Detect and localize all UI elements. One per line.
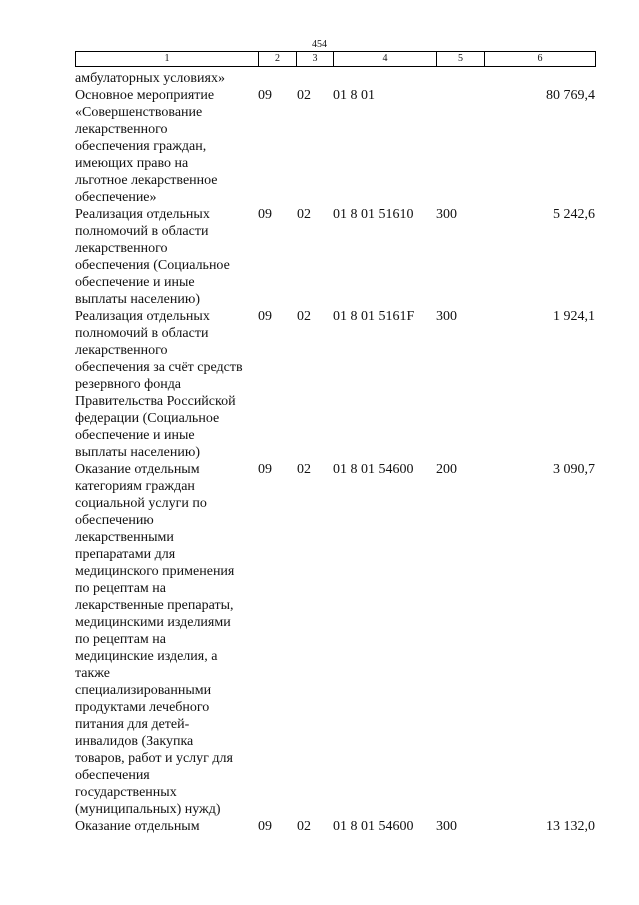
budget-table-body xyxy=(75,70,595,835)
row-amount: 5 242,6 xyxy=(553,207,595,222)
header-col-2: 2 xyxy=(259,52,297,67)
row-amount: 1 924,1 xyxy=(553,309,595,324)
row-expense-type: 200 xyxy=(436,462,457,477)
row-section: 09 xyxy=(258,88,272,103)
row-target-article: 01 8 01 xyxy=(333,88,375,103)
row-subsection: 02 xyxy=(297,462,311,477)
row-name: амбулаторных условиях» xyxy=(75,71,225,86)
row-target-article: 01 8 01 54600 xyxy=(333,819,414,834)
row-amount: 3 090,7 xyxy=(553,462,595,477)
header-col-3: 3 xyxy=(297,52,334,67)
table-row xyxy=(75,461,595,818)
row-expense-type: 300 xyxy=(436,309,457,324)
row-subsection: 02 xyxy=(297,309,311,324)
header-col-5: 5 xyxy=(437,52,485,67)
row-target-article: 01 8 01 54600 xyxy=(333,462,414,477)
row-section: 09 xyxy=(258,309,272,324)
row-subsection: 02 xyxy=(297,819,311,834)
row-section: 09 xyxy=(258,207,272,222)
header-col-4: 4 xyxy=(334,52,437,67)
row-expense-type: 300 xyxy=(436,819,457,834)
table-row xyxy=(75,818,595,835)
row-name: Реализация отдельных полномочий в области лекарственного обеспечения (Социальное обеспечение и иные выплаты населению) xyxy=(75,207,230,307)
row-target-article: 01 8 01 5161F xyxy=(333,309,415,324)
row-name: Оказание отдельным категориям граждан социальной услуги по обеспечению лекарственными препаратами для медицинского применения по рецептам на лекарственные препараты, медицинскими изделиями по рецептам на медицинские изделия, а также специализированными продуктами лечебного питания для детей- инвалидов (Закупка товаров, работ и услуг для обеспечения государственных (муниципальных) нужд) xyxy=(75,462,235,817)
header-row xyxy=(76,52,596,67)
row-amount: 80 769,4 xyxy=(546,88,595,103)
row-name: Основное мероприятие «Совершенствование лекарственного обеспечения граждан, имеющих право на льготное лекарственное обеспечение» xyxy=(75,88,218,205)
table-row xyxy=(75,206,595,308)
row-name: Реализация отдельных полномочий в области лекарственного обеспечения за счёт средств резервного фонда Правительства Российской федерации (Социальное обеспечение и иные выплаты населению) xyxy=(75,309,243,460)
table-row xyxy=(75,308,595,461)
row-expense-type: 300 xyxy=(436,207,457,222)
header-col-6: 6 xyxy=(485,52,596,67)
row-amount: 13 132,0 xyxy=(546,819,595,834)
row-name: Оказание отдельным xyxy=(75,819,200,834)
row-section: 09 xyxy=(258,462,272,477)
table-header xyxy=(75,51,596,67)
row-target-article: 01 8 01 51610 xyxy=(333,207,414,222)
table-row xyxy=(75,87,595,206)
page-number: 454 xyxy=(312,39,327,50)
row-subsection: 02 xyxy=(297,207,311,222)
row-subsection: 02 xyxy=(297,88,311,103)
header-col-1: 1 xyxy=(76,52,259,67)
row-section: 09 xyxy=(258,819,272,834)
table-row xyxy=(75,70,595,87)
